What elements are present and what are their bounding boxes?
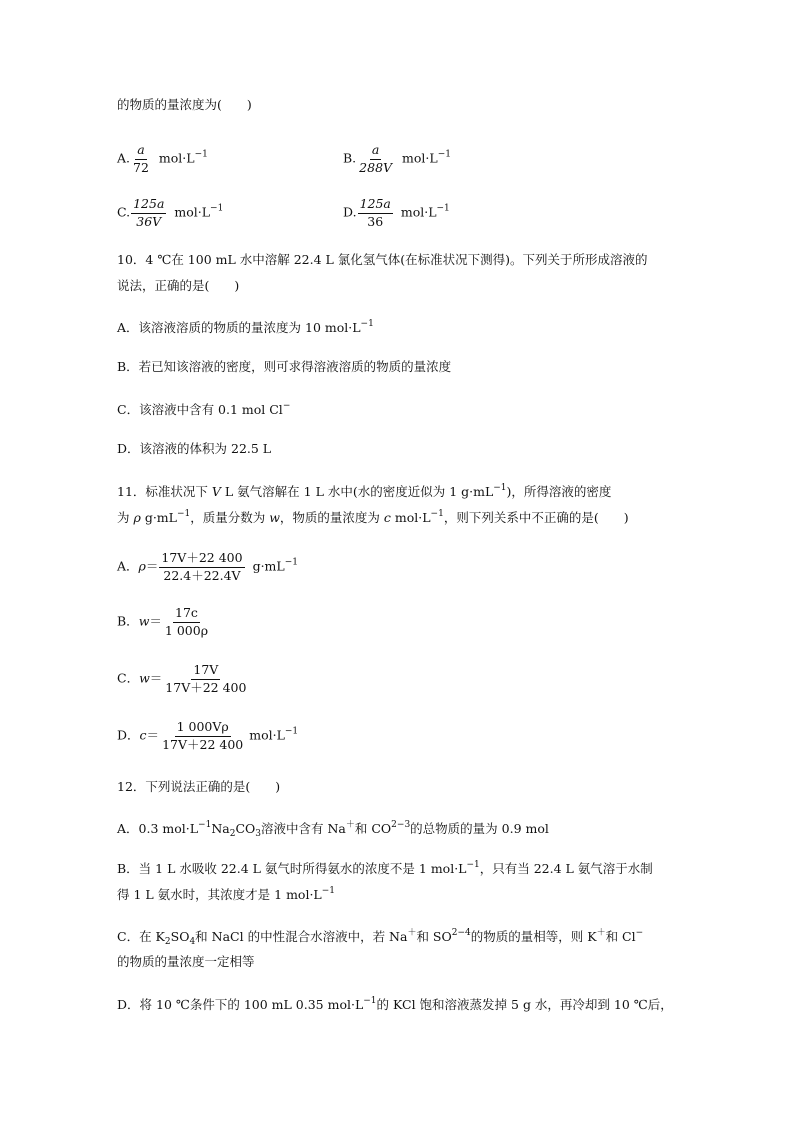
fraction [163, 607, 210, 637]
text: L 氨气溶解在 1 L 水中(水的密度近似为 1 g·mL [220, 484, 494, 499]
exponent: −1 [194, 149, 208, 160]
q11-stem-line1 [117, 484, 611, 499]
exponent: −1 [363, 996, 377, 1006]
numerator: 1 000Vρ [175, 721, 231, 737]
superscript: ＋ [345, 820, 355, 830]
subscript: 3 [255, 829, 261, 839]
q9-option-b [343, 144, 451, 174]
denominator: 36 [367, 213, 384, 229]
text: CO [235, 821, 256, 836]
q12-option-c-line2: 的物质的量浓度一定相等 [117, 954, 255, 969]
denominator: 1 000ρ [164, 622, 209, 638]
superscript: 2−3 [391, 820, 411, 830]
variable: ρ [138, 558, 146, 574]
text: 得 1 L 氨水时，其浓度才是 1 mol·L [117, 887, 322, 902]
q12-option-b-line1 [117, 861, 653, 876]
q11-stem-line2 [117, 510, 629, 525]
text: 为 [117, 510, 134, 525]
option-text: A．该溶液溶质的物质的量浓度为 10 mol·L [117, 320, 361, 335]
option-label: D. [343, 204, 357, 220]
unit: mol·L [249, 727, 285, 743]
option-text: C．该溶液中含有 0.1 mol Cl [117, 402, 283, 417]
variable: w [138, 613, 150, 629]
q11-option-a [117, 552, 298, 582]
numerator: a [370, 144, 381, 160]
exponent: −1 [198, 820, 212, 830]
q11-option-d [117, 721, 298, 751]
subscript: 2 [164, 937, 171, 947]
exponent: −1 [210, 203, 224, 214]
text: ，物质的量浓度为 [279, 510, 384, 525]
q10-stem-line2: 说法，正确的是( ) [117, 278, 240, 293]
superscript: 2−4 [451, 928, 471, 938]
unit: mol·L [402, 150, 438, 166]
q9-option-d [343, 198, 450, 228]
variable: c [139, 727, 147, 743]
option-label: A． [117, 558, 139, 574]
text: 的总物质的量为 0.9 mol [410, 821, 549, 836]
q12-option-a [117, 821, 549, 839]
superscript: − [282, 401, 291, 411]
text: 11．标准状况下 [117, 484, 212, 499]
exponent: −1 [493, 483, 507, 493]
text: B．当 1 L 水吸收 22.4 L 氨气时所得氨水的浓度不是 1 mol·L [117, 861, 467, 876]
text: 的物质的量相等，则 K [470, 929, 597, 944]
unit: mol·L [158, 150, 195, 166]
q11-option-c [117, 664, 252, 694]
fraction [160, 721, 245, 751]
text: 溶液中含有 Na [260, 821, 346, 836]
unit: g·mL [252, 558, 285, 574]
exponent: −1 [430, 509, 444, 519]
option-label: B. [343, 150, 357, 166]
denominator: 22.4＋22.4V [163, 567, 241, 583]
superscript: ＋ [407, 928, 417, 938]
numerator: 125a [131, 198, 166, 214]
option-label: B． [117, 613, 139, 629]
equals: ＝ [146, 727, 160, 743]
exponent: −1 [360, 319, 374, 329]
var-w: w [269, 510, 280, 525]
exponent: −1 [436, 203, 450, 214]
denominator: 36V [136, 213, 162, 229]
unit: mol·L [174, 204, 211, 220]
equals: ＝ [149, 670, 163, 686]
text: 的 KCl 饱和溶液蒸发掉 5 g 水，再冷却到 10 ℃后， [376, 997, 673, 1012]
text: 和 SO [416, 929, 452, 944]
variable: w [139, 670, 150, 686]
exponent: −1 [176, 509, 191, 519]
equals: ＝ [145, 558, 159, 574]
subscript: 2 [229, 829, 236, 839]
text: Na [211, 821, 230, 836]
denominator: 288V [359, 159, 393, 175]
option-label: C. [117, 204, 131, 220]
denominator: 17V＋22 400 [162, 736, 244, 752]
superscript: − [635, 928, 644, 938]
option-label: D． [117, 727, 140, 743]
text: C．在 K [117, 929, 165, 944]
text: ，质量分数为 [190, 510, 270, 525]
q10-option-a [117, 320, 374, 335]
denominator: 17V＋22 400 [165, 679, 247, 695]
exponent: −1 [466, 860, 480, 870]
fraction [163, 664, 248, 694]
text: mol·L [390, 510, 431, 525]
var-c: c [383, 510, 391, 525]
q10-stem-line1: 10．4 ℃在 100 mL 水中溶解 22.4 L 氯化氢气体(在标准状况下测得)。下列关于所形成溶液的 [117, 252, 648, 267]
q12-stem: 12．下列说法正确的是( ) [117, 779, 281, 794]
option-label: C． [117, 670, 140, 686]
var-rho: ρ [133, 510, 141, 525]
text: SO [170, 929, 190, 944]
unit: mol·L [400, 204, 437, 220]
fraction [131, 144, 151, 174]
q10-option-c [117, 402, 290, 417]
text: g·mL [140, 510, 177, 525]
q11-option-b [117, 607, 214, 637]
text: )，所得溶液的密度 [506, 484, 612, 499]
equals: ＝ [149, 613, 162, 629]
q12-option-c-line1 [117, 929, 643, 947]
text: 和 Cl [605, 929, 636, 944]
q12-option-b-line2 [117, 887, 335, 902]
exponent: −1 [437, 149, 451, 160]
numerator: 125a [358, 198, 393, 214]
fraction [357, 144, 394, 174]
numerator: a [135, 144, 146, 160]
var-v: V [211, 484, 221, 499]
exponent: −1 [284, 557, 298, 568]
fraction [131, 198, 166, 228]
fraction [358, 198, 393, 228]
text: D．将 10 ℃条件下的 100 mL 0.35 mol·L [117, 997, 364, 1012]
text: 和 NaCl 的中性混合水溶液中，若 Na [195, 929, 408, 944]
q9-option-c [117, 198, 223, 228]
text: ，则下列关系中不正确的是( ) [443, 510, 629, 525]
exponent: −1 [284, 726, 299, 737]
q12-option-d [117, 997, 673, 1012]
q9-stem-tail: 的物质的量浓度为( ) [117, 97, 252, 112]
numerator: 17V [191, 664, 220, 680]
subscript: 4 [189, 937, 196, 947]
denominator: 72 [133, 159, 149, 175]
fraction [159, 552, 244, 582]
superscript: ＋ [596, 928, 606, 938]
numerator: 17c [173, 607, 200, 623]
q10-option-d: D．该溶液的体积为 22.5 L [117, 441, 272, 456]
text: A．0.3 mol·L [117, 821, 199, 836]
option-label: A. [117, 150, 131, 166]
q9-option-a [117, 144, 208, 174]
text: 和 CO [354, 821, 392, 836]
text: ，只有当 22.4 L 氨气溶于水制 [479, 861, 653, 876]
q10-option-b: B．若已知该溶液的密度，则可求得溶液溶质的物质的量浓度 [117, 359, 452, 374]
exponent: −1 [321, 886, 336, 896]
numerator: 17V＋22 400 [159, 552, 244, 568]
